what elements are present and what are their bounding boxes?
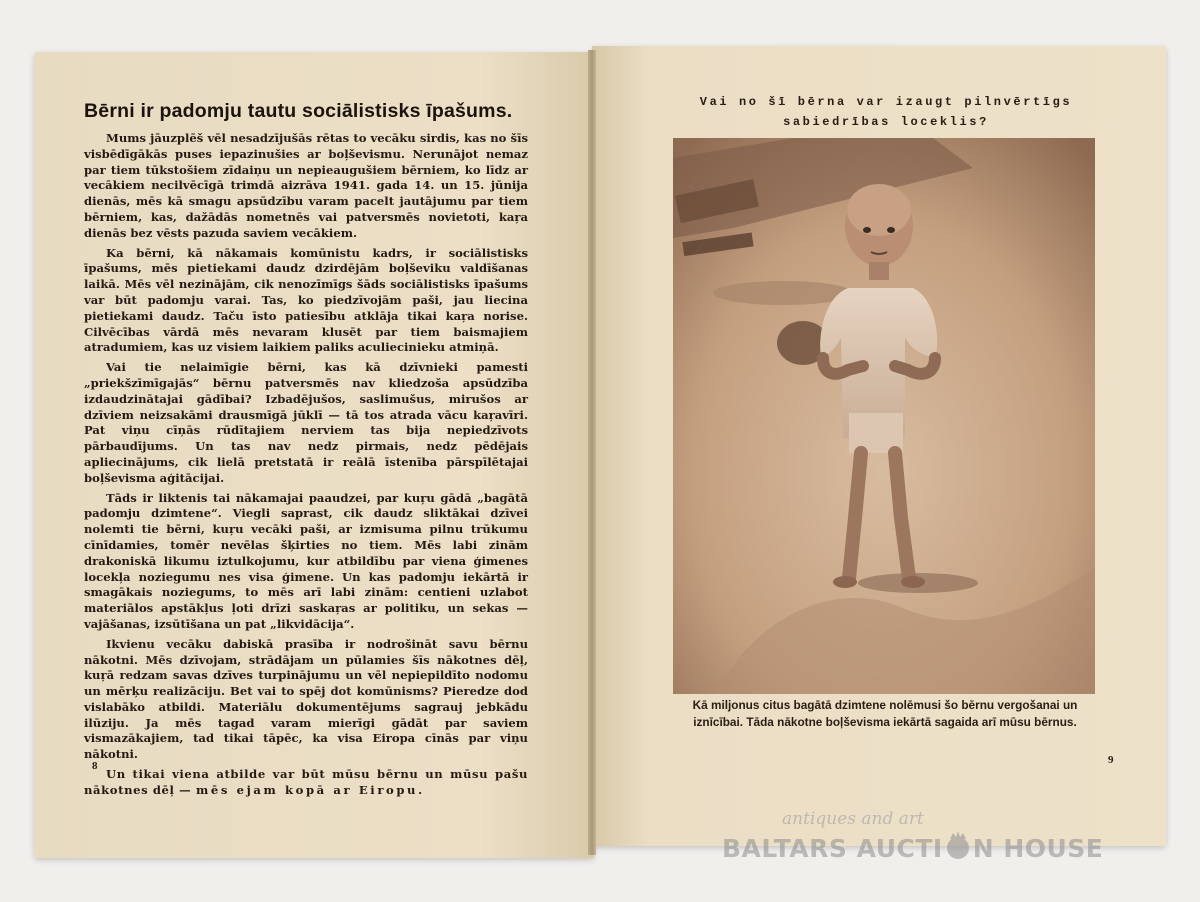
paragraph-1: Mums jāuzplēš vēl nesadzījušās rētas to vecāku sirdis, kas no šīs visbēdīgākās puses iepazinušies ar boļševismu. Nerunājot nemaz par tiem tūkstošiem zīdaiņu un nepieaugušiem bērniem, ko līdz ar vecākiem necilvēcīgā trimdā aizrāva 1941. gada 14. un 15. jūnija dienās, mēs kā smagu apsūdzību varam pacelt jautājumu par tiem bērniem, kas, dažādās nometnēs vai patversmēs novietoti, kaŗa dienās bez vēsts pazuda saviem vecākiem.: [84, 131, 528, 240]
paragraph-4: Tāds ir liktenis tai nākamajai paaudzei, par kuŗu gādā „bagātā padomju dzimtene“. Viegli saprast, cik daudz sliktākai dzīvei nolemti tie bērni, kuŗu vecāki paši, ar izmisuma pilnu trūkumu cīnīdamies, tomēr nevēlas šķirties no tiem. Mēs labi zinām drakoniskā likumu iztulkojumu, kur atbildību par viena ģimenes locekļa noziegumu nes visa ģimene. Un kas padomju iekārtā ir smagākais noziegums, to mēs arī labi zinām: centieni uzlabot materiālos apstākļus ļoti drīzi saskaŗas ar politiku, un sekas — vajāšanas, izsūtīšana un pat „likvidācija“.: [84, 490, 528, 631]
page-number-left: 8: [92, 760, 98, 772]
watermark-name-end: N HOUSE: [972, 834, 1104, 863]
paragraph-3: Vai tie nelaimīgie bērni, kas kā dzīvnieki pamesti „priekšzīmīgajās“ bērnu patversmēs nav kliedzoša apsūdzība izdaudzinātajai gādībai? Izbadējušos, saslimušus, mirušos ar dzīviem neizsakāmi drausmīgā jūklī — tā tos atrada vācu kaŗavīri. Pat viņu cīņās rūdītajiem nerviem tas bija nepiedzīvots pārbaudījums. Un tas nav nedz pirmais, nedz pēdējais apliecinājums, cik lielā pretstatā ir reālā īstenība pārspīlētajai boļševisma aģitācijai.: [84, 360, 528, 485]
photo-heading: Vai no šī bērna var izaugt pilnvērtīgs sabiedrības loceklis?: [699, 95, 1073, 129]
photo-caption: Kā miljonus citus bagātā dzimtene nolēmusi šo bērnu vergošanai un iznīcībai. Tāda nākotne boļševisma iekārtā sagaida arī mūsu bērnus.: [692, 698, 1078, 729]
page-number-right: 9: [1108, 754, 1114, 766]
closing-paragraph: [84, 767, 528, 799]
watermark-name: [722, 831, 1103, 863]
article-title: Bērni ir padomju tautu sociālistisks īpašums.: [84, 100, 513, 122]
closing-text: Un tikai viena atbilde var būt mūsu bērnu un mūsu pašu nākotnes dēļ —: [84, 767, 528, 797]
paragraph-2: Ka bērni, kā nākamais komūnistu kadrs, ir sociālistisks īpašums, mēs pietiekami daudz dzirdējām boļševiku valdīšanas laikā. Mēs vēl nezinājām, cik nenozīmīgs šāds sociālistisks īpašums var būt padomju varai. Tas, ko piedzīvojām paši, jau liecina pietiekami daudz. Taču īsto patiesību atklāja tikai kaŗa norise. Cilvēcības vārdā mēs nevaram klusēt par tiem baismajiem atradumiem, kas uz visiem laikiem paliks aculiecinieku atmiņā.: [84, 245, 528, 355]
paragraph-5: Ikvienu vecāku dabiskā prasība ir nodrošināt savu bērnu nākotni. Mēs dzīvojam, strādājam un pūlamies šīs nākotnes dēļ, kuŗā redzam savas dzīves turpinājumu un vēl nepiepildīto nodomu un mērķu realizāciju. Bet vai to spēj dot komūnisms? Pieredze dod vislabāko atbildi. Materiālu dokumentējums sagrauj jebkādu ilūziju. Ja mēs tagad varam mierīgi gādāt par saviem vismazākajiem, tad tikai tāpēc, ka visa Eiropa cīnās par viņu nākotni.: [84, 636, 528, 762]
watermark-name-start: BALTARS AUCTI: [722, 834, 943, 863]
closing-emphasis: mēs ejam kopā ar Eiropu.: [196, 782, 425, 797]
child-photo-illustration: [673, 138, 1095, 694]
watermark-tagline: antiques and art: [782, 809, 924, 829]
child-photograph: [673, 138, 1095, 694]
crown-o-icon: [943, 831, 973, 861]
book-gutter: [588, 50, 596, 855]
article: [84, 100, 528, 803]
auction-house-watermark: [722, 805, 1122, 875]
